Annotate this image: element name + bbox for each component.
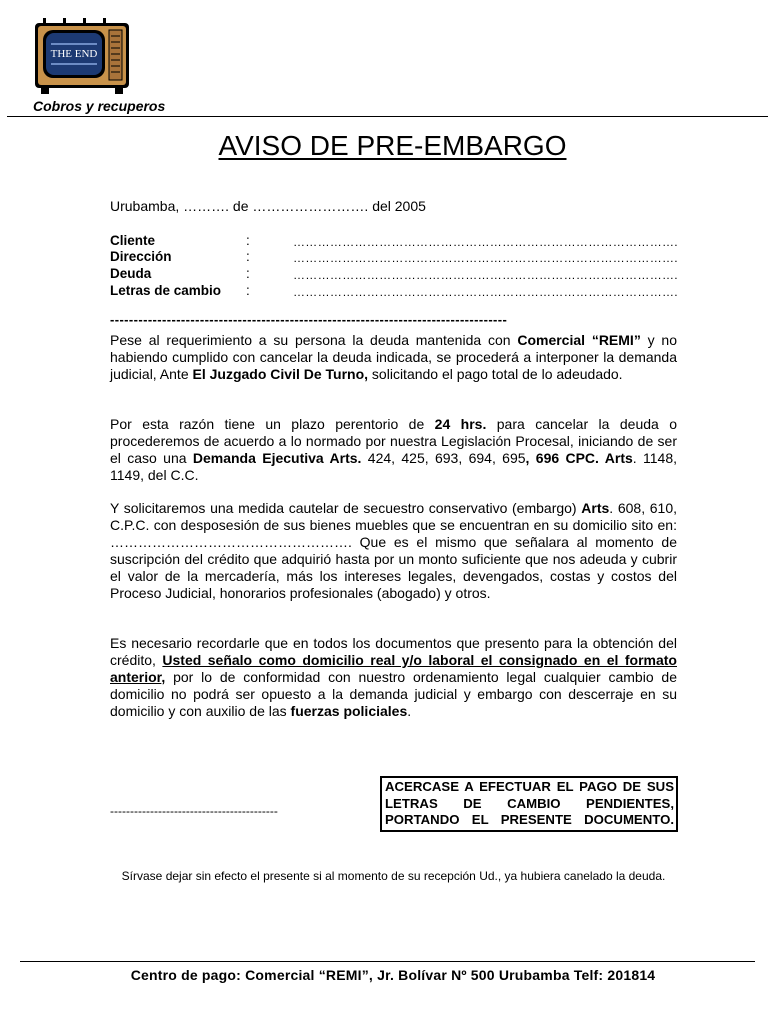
dateline-city: Urubamba,	[110, 198, 180, 214]
payment-notice-box: ACERCASE A EFECTUAR EL PAGO DE SUS LETRAS DE CAMBIO PENDIENTES, PORTANDO EL PRESENTE DOCUMENTO.	[380, 776, 678, 832]
field-colon: :	[246, 233, 250, 248]
footer-divider	[20, 961, 755, 962]
paragraph-2: Por esta razón tiene un plazo perentorio de 24 hrs. para cancelar la deuda o procederemos de acuerdo a lo normado por nuestra Legislación Procesal, iniciando de ser el caso una Demanda Ejecutiva Arts. 424, 425, 693, 694, 695, 696 CPC. Arts. 1148, 1149, del C.C.	[110, 416, 678, 483]
section-separator: ------------------------------------------------------------------------------------	[110, 312, 508, 327]
field-blank-cliente: ………………………………………………………………………………….	[293, 235, 678, 249]
paragraph-3: Y solicitaremos una medida cautelar de secuestro conservativo (embargo) Arts. 608, 610, C.P.C. con desposesión de sus bienes muebles que se encuentran en su domicilio sito en: ……………………………………………. Que es el mismo que señalara al momento de suscripción del crédito que adquirió hasta por un monto suficiente que nos adeuda y cubrir el valor de la mercadería, más los intereses legales, devengados, costas y costos del Proceso Judicial, honorarios profesionales (abogado) y otros.	[110, 500, 677, 601]
signature-line: ------------------------------------------	[110, 804, 278, 818]
field-label-letras: Letras de cambio	[110, 283, 222, 298]
footer-payment-center: Centro de pago: Comercial “REMI”, Jr. Bolívar Nº 500 Urubamba Telf: 201814	[130, 967, 656, 983]
dateline-month: …………………….	[252, 198, 369, 214]
brand-tagline: Cobros y recuperos	[33, 98, 166, 114]
field-blank-deuda: ………………………………………………………………………………….	[293, 268, 678, 282]
header-divider	[7, 116, 768, 117]
dateline	[110, 198, 426, 214]
paragraph-1: Pese al requerimiento a su persona la deuda mantenida con Comercial “REMI” y no habiendo cumplido con cancelar la deuda indicada, se procederá a interponer la demanda judicial, Ante El Juzgado Civil De Turno, solicitando el pago total de lo adeudado.	[110, 332, 677, 382]
dateline-day: ………. de	[183, 198, 249, 214]
logo	[33, 16, 133, 96]
dateline-year: del 2005	[372, 198, 426, 214]
page-title: AVISO DE PRE-EMBARGO	[218, 130, 567, 161]
tv-logo-icon	[33, 16, 133, 96]
disclaimer: Sírvase dejar sin efecto el presente si al momento de su recepción Ud., ya hubiera canelado la deuda.	[121, 869, 666, 883]
field-blank-direccion: ………………………………………………………………………………….	[293, 251, 678, 265]
tv-screen-text: THE END	[50, 48, 98, 60]
field-label-cliente: Cliente	[110, 233, 156, 248]
field-colon: :	[246, 249, 250, 264]
field-colon: :	[246, 266, 250, 281]
field-blank-letras: ………………………………………………………………………………….	[293, 285, 678, 299]
field-label-deuda: Deuda	[110, 266, 152, 281]
field-label-direccion: Dirección	[110, 249, 172, 264]
paragraph-4: Es necesario recordarle que en todos los documentos que presento para la obtención del crédito, Usted señalo como domicilio real y/o laboral el consignado en el formato anterior, por lo de conformidad con nuestro ordenamiento legal cualquier cambio de domicilio no podrá ser opuesto a la demanda judicial y embargo con descerraje en su domicilio y con auxilio de las fuerzas policiales.	[110, 635, 677, 719]
field-colon: :	[246, 283, 250, 298]
